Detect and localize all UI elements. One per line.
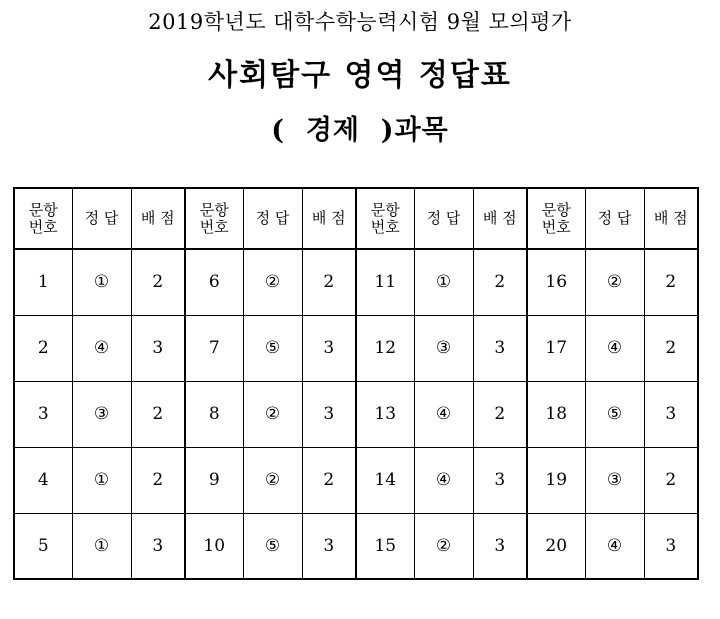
question-number-cell: 20 [527,513,585,579]
answer-cell: ⑤ [243,513,302,579]
answer-cell: ① [72,249,131,315]
question-number-cell: 9 [185,447,243,513]
table-header [14,188,698,249]
points-cell: 3 [473,513,527,579]
answer-cell: ④ [72,315,131,381]
answer-cell: ④ [414,381,473,447]
answer-cell: ① [72,447,131,513]
question-number-cell: 18 [527,381,585,447]
table-row [14,315,698,381]
table-body [14,249,698,579]
points-cell: 2 [644,447,698,513]
question-number-cell: 14 [356,447,414,513]
header-points: 배 점 [131,188,185,249]
header-answer: 정 답 [243,188,302,249]
subject-title: ( 경제 )과목 [271,115,449,146]
answer-cell: ③ [72,381,131,447]
points-cell: 3 [131,513,185,579]
table-row [14,381,698,447]
header-number-line2: 번호 [28,217,58,236]
answer-cell: ③ [414,315,473,381]
header-question-number [527,188,585,249]
answer-cell: ⑤ [243,315,302,381]
points-cell: 3 [131,315,185,381]
question-number-cell: 13 [356,381,414,447]
points-cell: 3 [644,381,698,447]
answer-cell: ④ [414,447,473,513]
question-number-cell: 7 [185,315,243,381]
points-cell: 2 [131,249,185,315]
points-cell: 3 [644,513,698,579]
answer-cell: ② [243,381,302,447]
question-number-cell: 10 [185,513,243,579]
header-points: 배 점 [473,188,527,249]
table-row [14,447,698,513]
question-number-cell: 11 [356,249,414,315]
answer-cell: ② [414,513,473,579]
answer-cell: ① [414,249,473,315]
answer-cell: ③ [585,447,644,513]
points-cell: 3 [473,447,527,513]
header-answer: 정 답 [414,188,473,249]
header-question-number [14,188,72,249]
points-cell: 2 [644,249,698,315]
header-question-number [356,188,414,249]
question-number-cell: 12 [356,315,414,381]
answer-cell: ② [243,249,302,315]
header-number-line2: 번호 [541,217,571,236]
points-cell: 2 [473,381,527,447]
question-number-cell: 8 [185,381,243,447]
points-cell: 2 [644,315,698,381]
question-number-cell: 16 [527,249,585,315]
header-number-line1: 문항 [541,200,571,219]
answer-cell: ⑤ [585,381,644,447]
table-row [14,513,698,579]
answer-cell: ② [243,447,302,513]
question-number-cell: 4 [14,447,72,513]
header-points: 배 점 [644,188,698,249]
question-number-cell: 15 [356,513,414,579]
question-number-cell: 2 [14,315,72,381]
header-number-line1: 문항 [199,200,229,219]
exam-title: 2019학년도 대학수학능력시험 9월 모의평가 [148,10,572,34]
answer-cell: ① [72,513,131,579]
header-number-line1: 문항 [28,200,58,219]
question-number-cell: 6 [185,249,243,315]
points-cell: 3 [473,315,527,381]
header-number-line2: 번호 [370,217,400,236]
header-number-line1: 문항 [370,200,400,219]
answer-key-table [13,187,699,580]
header-question-number [185,188,243,249]
question-number-cell: 1 [14,249,72,315]
points-cell: 2 [302,447,356,513]
answer-cell: ④ [585,513,644,579]
points-cell: 2 [131,381,185,447]
points-cell: 2 [302,249,356,315]
header-answer: 정 답 [72,188,131,249]
points-cell: 2 [131,447,185,513]
points-cell: 3 [302,381,356,447]
section-title: 사회탐구 영역 정답표 [208,58,512,93]
points-cell: 2 [473,249,527,315]
question-number-cell: 5 [14,513,72,579]
question-number-cell: 19 [527,447,585,513]
table-row [14,249,698,315]
header-answer: 정 답 [585,188,644,249]
question-number-cell: 17 [527,315,585,381]
answer-cell: ② [585,249,644,315]
points-cell: 3 [302,315,356,381]
header-points: 배 점 [302,188,356,249]
answer-cell: ④ [585,315,644,381]
header-number-line2: 번호 [199,217,229,236]
question-number-cell: 3 [14,381,72,447]
points-cell: 3 [302,513,356,579]
header-row [14,188,698,249]
